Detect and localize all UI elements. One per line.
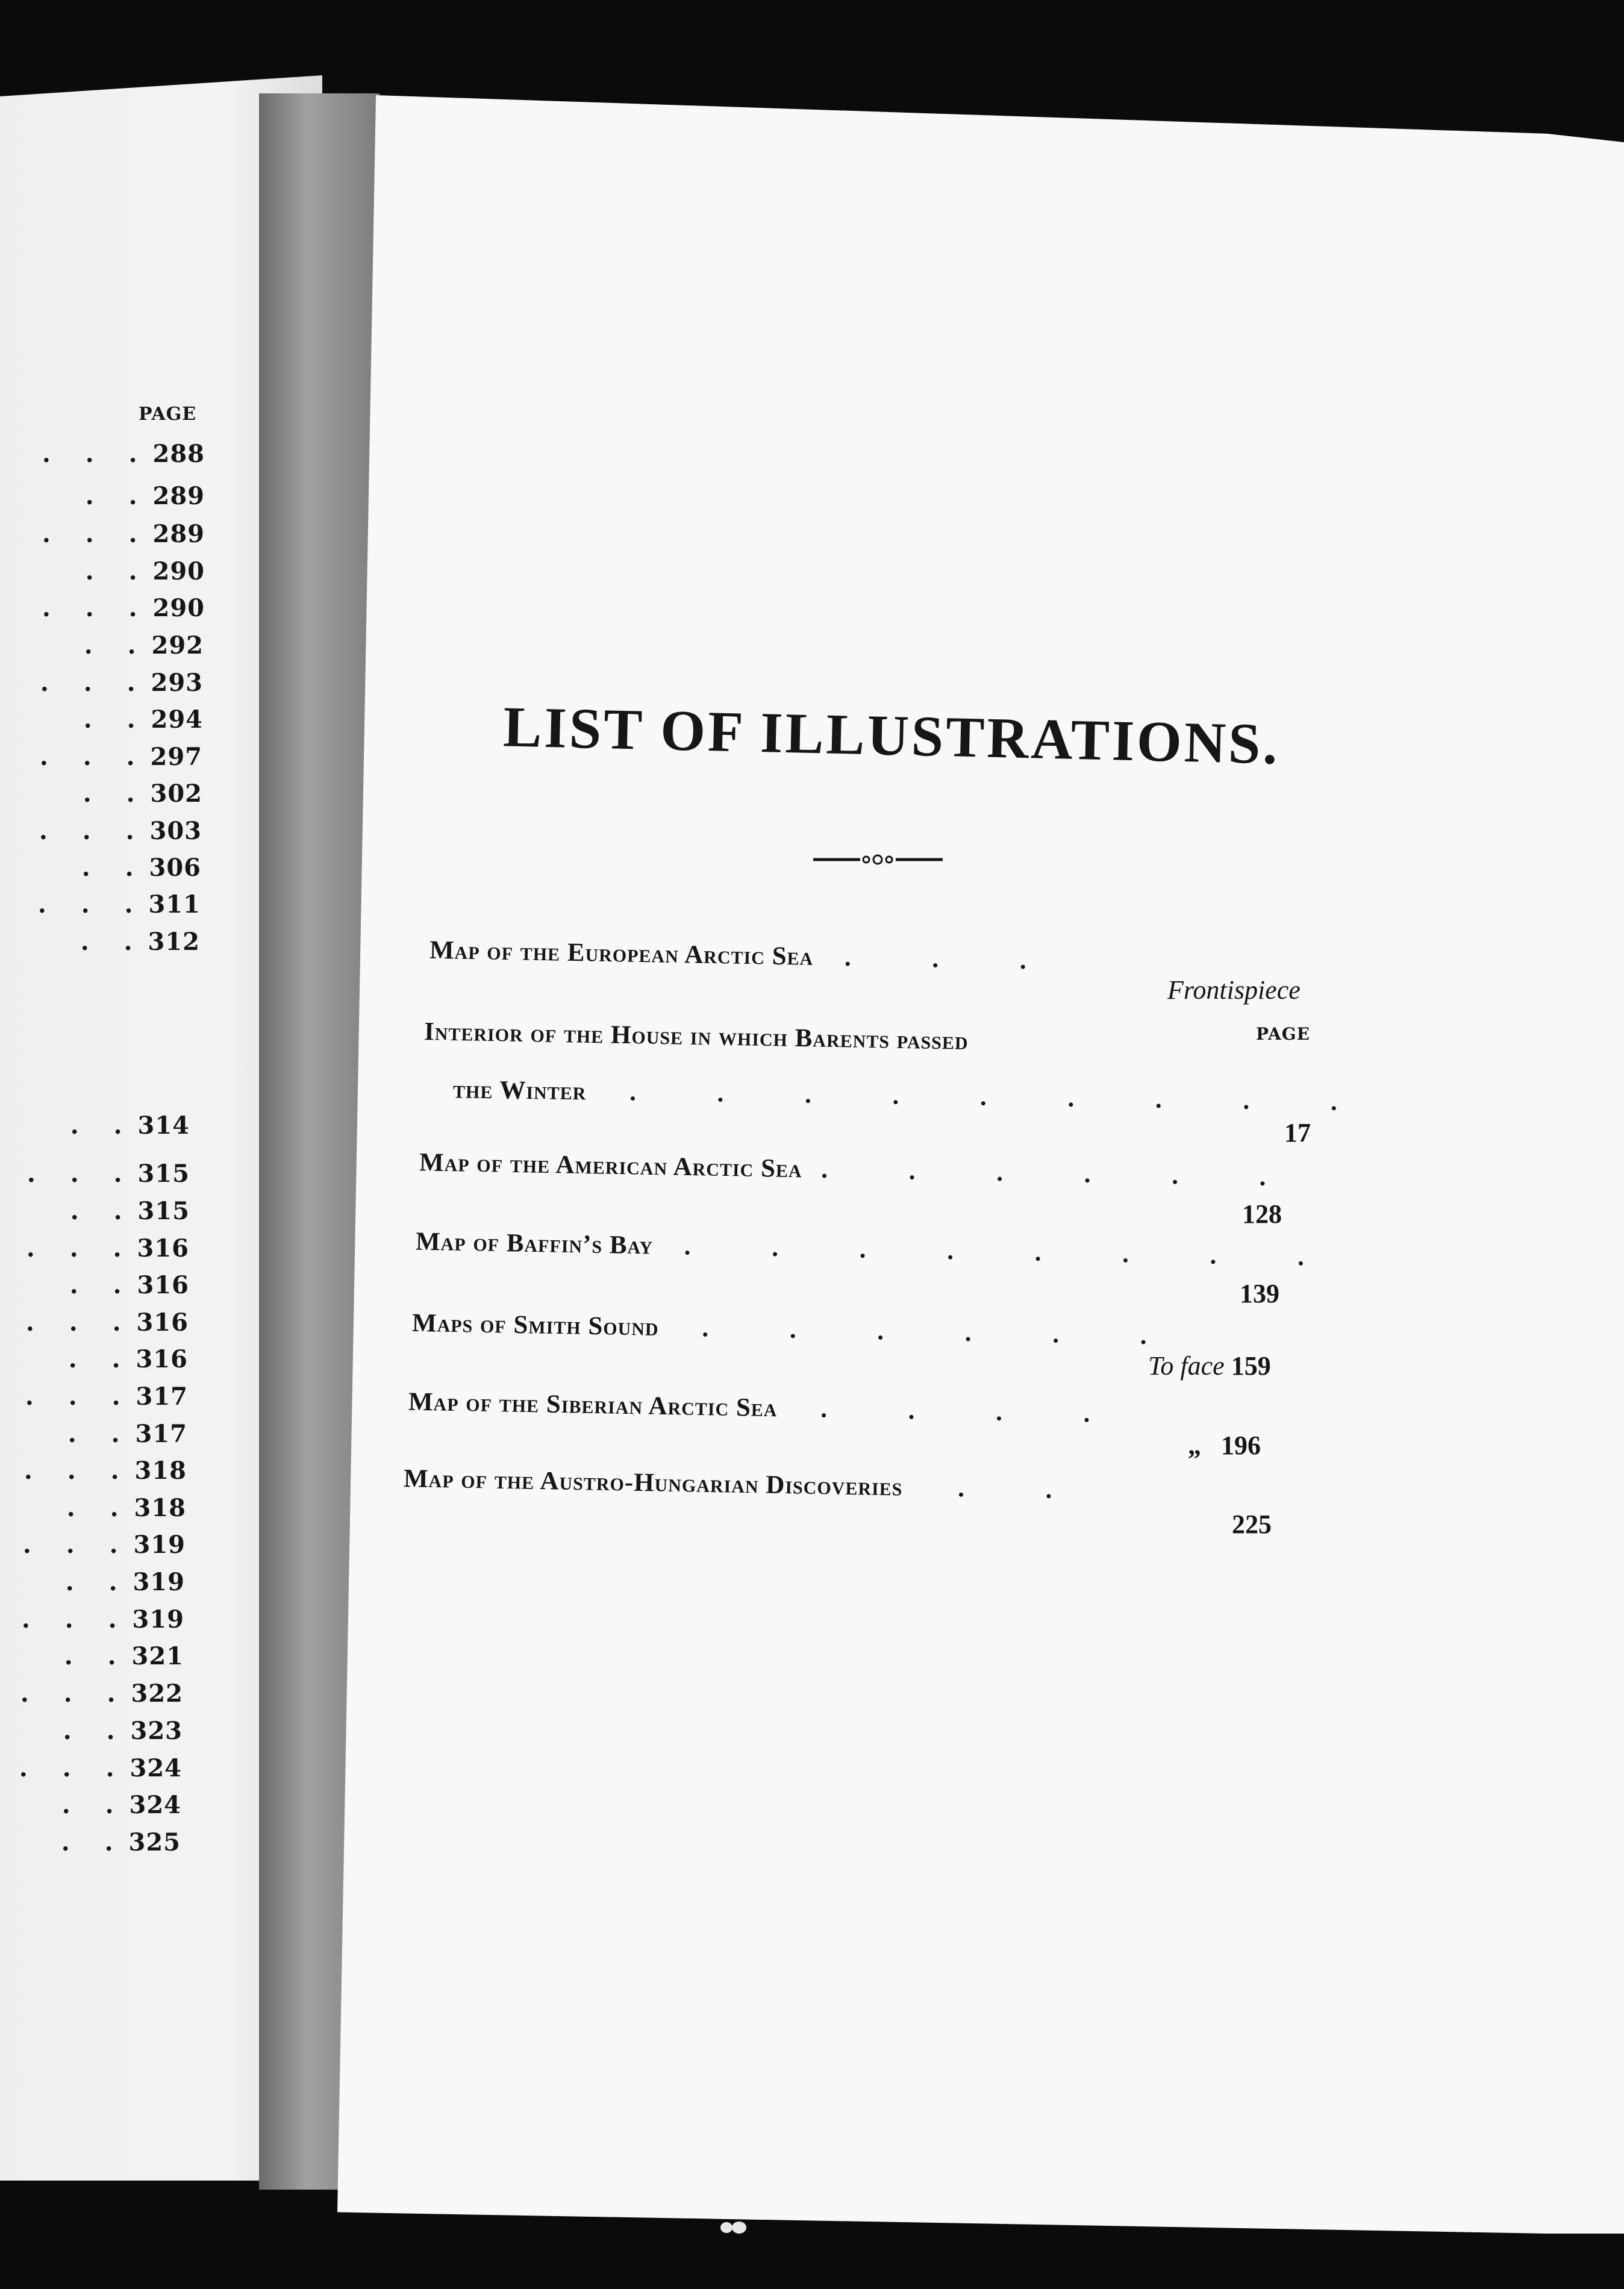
list-item: . . . 288	[42, 440, 205, 468]
list-item-page: 139	[1240, 1279, 1279, 1308]
list-item: . . . 311	[37, 890, 201, 919]
list-item-page: 128	[1242, 1199, 1282, 1229]
list-item-page: Frontispiece	[1167, 975, 1301, 1005]
list-item: . . 312	[80, 928, 200, 956]
list-item: . . . 316	[25, 1308, 189, 1337]
list-item: Maps of Smith Sound . . . . . .	[411, 1308, 1184, 1351]
list-item: . . 325	[61, 1828, 181, 1856]
page-title: LIST OF ILLUSTRATIONS.	[502, 694, 1281, 776]
list-item: . . . 303	[39, 817, 202, 845]
list-item: Map of the American Arctic Sea . . . . . .	[419, 1148, 1304, 1192]
page-column-label: PAGE	[1256, 1024, 1310, 1044]
ornament-divider	[813, 854, 943, 865]
list-item: Map of Baffin’s Bay . . . . . . . .	[415, 1227, 1342, 1272]
list-item: . . 294	[83, 705, 203, 734]
list-item: . . 314	[70, 1111, 190, 1140]
list-item-page: „ 196	[1188, 1431, 1261, 1460]
list-item: . . . 316	[26, 1234, 189, 1263]
list-item: . . . 318	[23, 1457, 187, 1485]
list-item: . . 319	[65, 1568, 185, 1596]
list-item: . . 289	[85, 482, 205, 510]
list-item: . . 316	[69, 1271, 189, 1299]
list-item: . . . 293	[40, 669, 203, 697]
list-item: . . . 315	[27, 1160, 190, 1188]
list-item: . . . 324	[19, 1754, 182, 1782]
list-item: . . 321	[64, 1642, 184, 1670]
list-item: . . . 319	[22, 1531, 186, 1559]
list-item: . . 316	[68, 1345, 188, 1373]
list-item-page: 225	[1232, 1510, 1272, 1539]
list-item-page: To face 159	[1148, 1351, 1271, 1381]
list-item: . . 318	[66, 1494, 186, 1522]
list-item: . . . 289	[42, 520, 205, 548]
list-item: . . . 290	[42, 594, 205, 622]
list-item-continued: the Winter . . . . . . . . .	[452, 1075, 1375, 1117]
left-page-header: PAGE	[139, 404, 197, 425]
list-item: Map of the European Arctic Sea . . .	[429, 935, 1064, 976]
list-item: Map of the Austro-Hungarian Discoveries . .	[403, 1464, 1090, 1505]
list-item: . . . 322	[20, 1679, 183, 1708]
list-item: . . 317	[67, 1420, 187, 1448]
list-item: . . 324	[61, 1791, 181, 1819]
list-item: . . 306	[81, 854, 201, 882]
list-item: . . 302	[83, 779, 202, 808]
list-item: . . . 317	[25, 1382, 188, 1411]
ornament-mark-icon	[718, 2218, 748, 2237]
list-item: . . 315	[70, 1197, 190, 1225]
list-item: . . 323	[63, 1717, 183, 1745]
list-item: Map of the Siberian Arctic Sea . . . .	[408, 1387, 1128, 1429]
list-item-page: 17	[1284, 1118, 1311, 1148]
list-item: . . 292	[84, 631, 204, 660]
list-item: . . 290	[85, 557, 205, 586]
list-item: Interior of the House in which Barents passed	[423, 1017, 969, 1055]
list-item: . . . 319	[21, 1605, 184, 1634]
list-item: . . . 297	[39, 743, 202, 771]
